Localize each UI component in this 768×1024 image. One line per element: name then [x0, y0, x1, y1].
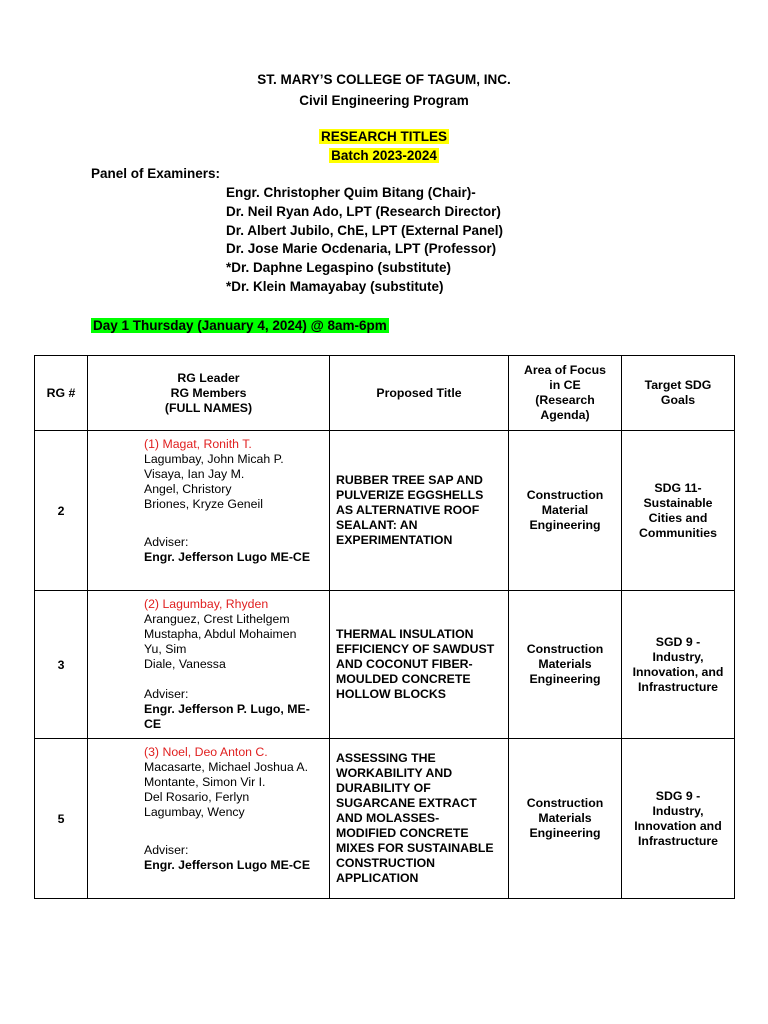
table-row — [35, 591, 735, 739]
header-members — [88, 356, 330, 431]
research-table — [34, 355, 735, 899]
header-line: in CE — [549, 378, 581, 392]
rg-member: Lagumbay, Wency — [144, 805, 245, 819]
adviser-label: Adviser: — [144, 843, 189, 857]
examiner: Dr. Albert Jubilo, ChE, LPT (External Panel) — [226, 222, 504, 238]
proposed-title — [330, 739, 509, 899]
adviser-name: Engr. Jefferson Lugo ME-CE — [144, 858, 311, 872]
batch-text: Batch 2023-2024 — [331, 148, 437, 163]
area-of-focus — [509, 739, 622, 899]
header-focus — [509, 356, 622, 431]
adviser-name: Engr. Jefferson P. Lugo, ME-CE — [144, 702, 310, 731]
members-cell — [88, 739, 330, 899]
focus-line: Materials — [538, 811, 592, 825]
title-line: THERMAL INSULATION — [336, 627, 474, 641]
header-line: RG Members — [170, 385, 247, 400]
focus-line: Material — [541, 503, 589, 517]
area-of-focus — [509, 591, 622, 739]
header-line: Agenda) — [540, 408, 590, 422]
title-line: ASSESSING THE — [336, 751, 436, 765]
header-rg: RG # — [35, 356, 88, 431]
school-name: ST. MARY’S COLLEGE OF TAGUM, INC. — [257, 72, 511, 87]
target-sdg — [622, 739, 735, 899]
rg-member: Diale, Vanessa — [144, 657, 226, 671]
table-row — [35, 431, 735, 591]
rg-member: Visaya, Ian Jay M. — [144, 467, 245, 481]
adviser-label: Adviser: — [144, 687, 189, 701]
examiner: Dr. Neil Ryan Ado, LPT (Research Director) — [226, 203, 501, 219]
rg-member: Del Rosario, Ferlyn — [144, 790, 250, 804]
header-line: Target SDG — [644, 378, 712, 392]
sdg-line: SGD 9 - — [655, 634, 701, 649]
rg-member: Mustapha, Abdul Mohaimen — [144, 627, 297, 641]
focus-line: Engineering — [529, 826, 601, 840]
day-label-text: Day 1 Thursday (January 4, 2024) @ 8am-6pm — [93, 318, 387, 333]
members-cell — [88, 431, 330, 591]
title-line: WORKABILITY AND — [336, 766, 453, 780]
rg-number: 5 — [35, 739, 88, 899]
sdg-line: Innovation and — [634, 818, 722, 833]
header-line: (FULL NAMES) — [164, 400, 253, 415]
title-line: AS ALTERNATIVE ROOF — [336, 503, 480, 517]
sdg-line: SDG 9 - — [655, 788, 701, 803]
title-line: HOLLOW BLOCKS — [336, 687, 446, 701]
members-cell — [88, 591, 330, 739]
rg-member: Angel, Christory — [144, 482, 232, 496]
title-line: EFFICIENCY OF SAWDUST — [336, 642, 495, 656]
title-line: PULVERIZE EGGSHELLS — [336, 488, 484, 502]
rg-number: 2 — [35, 431, 88, 591]
examiner: *Dr. Daphne Legaspino (substitute) — [226, 260, 452, 276]
examiner: Dr. Jose Marie Ocdenaria, LPT (Professor) — [226, 241, 497, 257]
rg-member: Montante, Simon Vir I. — [144, 775, 266, 789]
rg-member: Lagumbay, John Micah P. — [144, 452, 284, 466]
panel-label: Panel of Examiners: — [91, 166, 221, 181]
title-line: MOULDED CONCRETE — [336, 672, 471, 686]
adviser-name: Engr. Jefferson Lugo ME-CE — [144, 550, 311, 564]
proposed-title — [330, 431, 509, 591]
proposed-title — [330, 591, 509, 739]
title-line: DURABILITY OF — [336, 781, 431, 795]
title-line: MIXES FOR SUSTAINABLE — [336, 841, 494, 855]
batch — [0, 148, 768, 163]
rg-leader: (2) Lagumbay, Rhyden — [144, 597, 269, 611]
title-line: EXPERIMENTATION — [336, 533, 453, 547]
rg-member: Briones, Kryze Geneil — [144, 497, 263, 511]
examiner-list — [226, 184, 503, 297]
title-line: CONSTRUCTION — [336, 856, 436, 870]
day-label — [91, 318, 389, 333]
sdg-line: Communities — [639, 525, 717, 540]
header-line: RG Leader — [177, 370, 240, 385]
rg-leader: (1) Magat, Ronith T. — [144, 437, 252, 451]
title-line: AND MOLASSES- — [336, 811, 440, 825]
focus-line: Materials — [538, 657, 592, 671]
title-line: SUGARCANE EXTRACT — [336, 796, 477, 810]
focus-line: Construction — [526, 642, 604, 656]
table-header-row — [35, 356, 735, 431]
rg-member: Yu, Sim — [144, 642, 187, 656]
header-title: Proposed Title — [330, 356, 509, 431]
focus-line: Construction — [526, 796, 604, 810]
area-of-focus — [509, 431, 622, 591]
rg-member: Aranguez, Crest Lithelgem — [144, 612, 290, 626]
title-line: AND COCONUT FIBER- — [336, 657, 473, 671]
header-line: Goals — [660, 393, 696, 407]
header-line: Area of Focus — [524, 363, 606, 377]
examiner: *Dr. Klein Mamayabay (substitute) — [226, 278, 444, 294]
doc-title — [0, 129, 768, 144]
rg-leader: (3) Noel, Deo Anton C. — [144, 745, 268, 759]
sdg-line: Industry, — [652, 649, 704, 664]
sdg-line: Innovation, and — [632, 664, 724, 679]
sdg-line: Sustainable — [643, 495, 713, 510]
focus-line: Construction — [526, 488, 604, 502]
header-sdg — [622, 356, 735, 431]
sdg-line: SDG 11- — [654, 480, 702, 495]
sdg-line: Cities and — [648, 510, 708, 525]
target-sdg — [622, 431, 735, 591]
focus-line: Engineering — [529, 518, 601, 532]
focus-line: Engineering — [529, 672, 601, 686]
sdg-line: Infrastructure — [638, 833, 718, 848]
header-line: (Research — [535, 393, 595, 407]
target-sdg — [622, 591, 735, 739]
rg-number: 3 — [35, 591, 88, 739]
title-line: SEALANT: AN — [336, 518, 418, 532]
program-name: Civil Engineering Program — [299, 93, 469, 108]
sdg-line: Industry, — [652, 803, 704, 818]
title-line: MODIFIED CONCRETE — [336, 826, 469, 840]
rg-member: Macasarte, Michael Joshua A. — [144, 760, 309, 774]
examiner: Engr. Christopher Quim Bitang (Chair)- — [226, 185, 476, 200]
title-line: APPLICATION — [336, 871, 419, 885]
sdg-line: Infrastructure — [638, 679, 718, 694]
title-line: RUBBER TREE SAP AND — [336, 473, 483, 487]
table-row — [35, 739, 735, 899]
adviser-label: Adviser: — [144, 535, 189, 549]
doc-title-text: RESEARCH TITLES — [320, 129, 447, 144]
